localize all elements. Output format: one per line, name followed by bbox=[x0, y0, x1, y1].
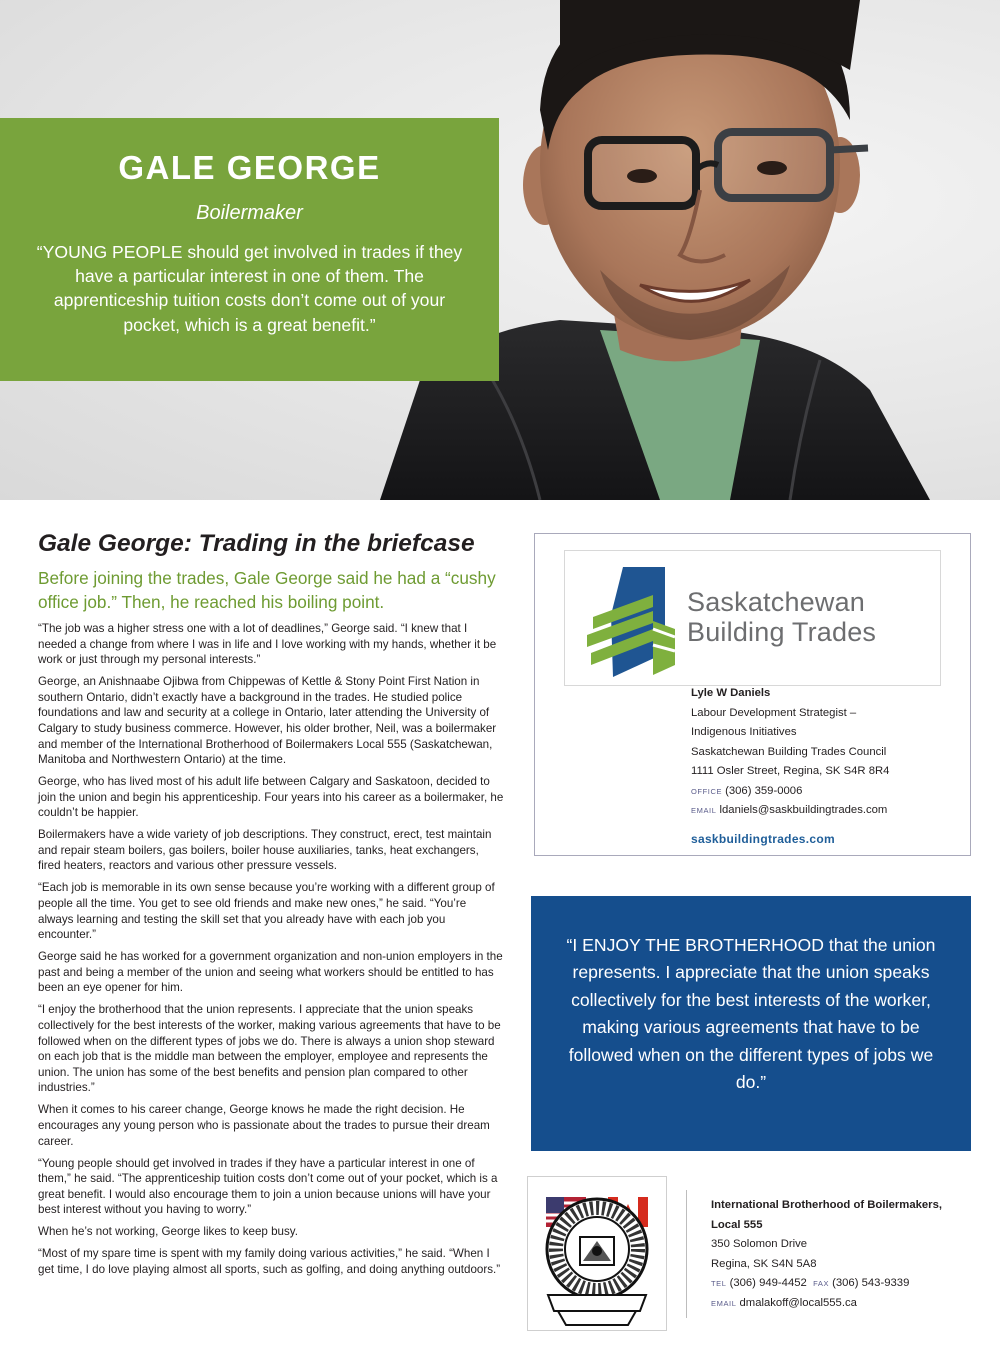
article-paragraph: George said he has worked for a government organization and non-union employers in the past and being a member of the union and seeing what workers should be entitled to has been an eye opener for him. bbox=[38, 950, 503, 995]
pull-quote-box bbox=[531, 896, 971, 1151]
hero-quote-box bbox=[0, 118, 499, 381]
profile-role: Boilermaker bbox=[196, 202, 303, 224]
sbt-logo-line2: Building Trades bbox=[687, 617, 877, 647]
article-title bbox=[38, 528, 504, 560]
hero-quote: “YOUNG PEOPLE should get involved in trades if they have a particular interest in one of them. The apprenticeship tuition costs don’t come out of your pocket, which is a great benefit.” bbox=[36, 242, 463, 335]
contact-email-link[interactable]: ldaniels@saskbuildingtrades.com bbox=[719, 804, 888, 816]
contact-name: Lyle W Daniels bbox=[691, 687, 771, 699]
article-paragraph: Boilermakers have a wide variety of job descriptions. They construct, erect, test maintain and repair steam boilers, gas boilers, boiler house auxiliaries, tanks, heat exchangers, fired heaters, reactors and various other pressure vessels. bbox=[38, 828, 492, 873]
union-phone-row bbox=[711, 1274, 981, 1294]
article-paragraph: “The job was a higher stress one with a lot of deadlines,” George said. “I knew that I needed a change from where I was in life and I love working with my hands, whether it be work or just through my personal interests.” bbox=[38, 622, 497, 667]
contact-office-row bbox=[691, 782, 961, 802]
pull-quote-text: “I ENJOY THE BROTHERHOOD that the union represents. I appreciate that the union speaks collectively for the best interests of the worker, making various agreements that have to be followed when on the different types of jobs we do.” bbox=[566, 935, 936, 1093]
email-label: EMAIL bbox=[691, 806, 717, 815]
sbt-logo-text bbox=[687, 587, 876, 647]
sbt-logo-line1: Saskatchewan bbox=[687, 587, 866, 617]
article-paragraph: “Each job is memorable in its own sense because you’re working with a different group of people all the time. You get to see old friends and make new ones,” he said. “You’re always learning and testing the skill set that you already have with each job you encounter.” bbox=[38, 881, 495, 942]
article-paragraph: “Most of my spare time is spent with my family doing various activities,” he said. “When I get time, I do love playing almost all sports, such as golfing, and doing anything outdoors.” bbox=[38, 1247, 501, 1276]
union-address-line2: Regina, SK S4N 5A8 bbox=[711, 1257, 817, 1270]
contact-org: Saskatchewan Building Trades Council bbox=[691, 745, 887, 758]
article-paragraph: When he’s not working, George likes to keep busy. bbox=[38, 1225, 298, 1239]
union-email-label: EMAIL bbox=[711, 1298, 737, 1308]
article-paragraph: When it comes to his career change, George knows he made the right decision. He encourages any young person who is passionate about the trades to pursue their dream career. bbox=[38, 1103, 490, 1148]
article-title-name: Gale George: bbox=[38, 530, 192, 557]
contact-email-row bbox=[691, 801, 961, 821]
union-name-line1: International Brotherhood of Boilermakers, bbox=[711, 1199, 942, 1211]
fax-label: FAX bbox=[813, 1279, 830, 1288]
union-seal-icon bbox=[528, 1177, 666, 1330]
office-phone[interactable]: (306) 359-0006 bbox=[725, 784, 803, 797]
fax-number: (306) 543-9339 bbox=[832, 1277, 910, 1289]
contact-title-line2: Indigenous Initiatives bbox=[691, 726, 797, 738]
boilermakers-contact-details bbox=[711, 1196, 981, 1313]
article-paragraph: “I enjoy the brotherhood that the union represents. I appreciate that the union speaks collectively for the best interests of the worker, making various agreements that have to be followed when on the different types of jobs we do. There is always a union shop steward on each job that is the middle man between the employer, employee and represents the union. The union has some of the best benefits and pension plan compared to other industries.” bbox=[38, 1003, 501, 1095]
contact-address: 1111 Osler Street, Regina, SK S4R 8R4 bbox=[691, 765, 890, 777]
boilermakers-seal bbox=[527, 1176, 667, 1331]
article-paragraph: “Young people should get involved in trades if they have a particular interest in one of them,” he said. “The apprenticeship tuition costs don’t come out of your pocket, which is a great benefit. I would also encourage them to join a union because unions will have your best interest without you having to worry.” bbox=[38, 1156, 498, 1217]
union-email-link[interactable]: dmalakoff@local555.ca bbox=[739, 1296, 857, 1309]
contact-divider bbox=[686, 1190, 687, 1318]
article-deck: Before joining the trades, Gale George said he had a “cushy office job.” Then, he reached his boiling point. bbox=[38, 568, 496, 612]
tel-number[interactable]: (306) 949-4452 bbox=[729, 1277, 807, 1289]
sbt-contact-card bbox=[534, 533, 971, 856]
article-paragraph: George, who has lived most of his adult life between Calgary and Saskatoon, decided to join the union and begin his apprenticeship. Four years into his career as a boilermaker, he couldn’t be happier. bbox=[38, 775, 504, 820]
building-logo-icon bbox=[583, 565, 679, 677]
union-name-line2: Local 555 bbox=[711, 1218, 763, 1231]
sbt-logo bbox=[564, 550, 941, 686]
contact-title-line1: Labour Development Strategist – bbox=[691, 706, 857, 719]
office-label: OFFICE bbox=[691, 786, 723, 796]
article bbox=[38, 528, 504, 1284]
website-link[interactable]: saskbuildingtrades.com bbox=[691, 831, 835, 846]
union-email-row bbox=[711, 1294, 981, 1314]
tel-label: TEL bbox=[711, 1279, 727, 1288]
hero-section bbox=[0, 0, 1000, 500]
sbt-contact-details bbox=[691, 684, 961, 849]
article-paragraph: George, an Anishnaabe Ojibwa from Chippewas of Kettle & Stony Point First Nation in southern Ontario, didn’t exactly have a background in the trades. He studied police foundations and law and security at a college in Ontario, later attending the University of Calgary to study business commerce. However, his older brother, Neil, was a boilermaker and member of the International Brotherhood of Boilermakers Local 555 (Saskatchewan, Manitoba and Northwestern Ontario) at the time. bbox=[38, 675, 497, 767]
article-body bbox=[38, 621, 504, 1277]
union-address-line1: 350 Solomon Drive bbox=[711, 1238, 808, 1250]
article-title-rest: Trading in the briefcase bbox=[191, 530, 475, 557]
profile-name: GALE GEORGE bbox=[118, 149, 381, 186]
